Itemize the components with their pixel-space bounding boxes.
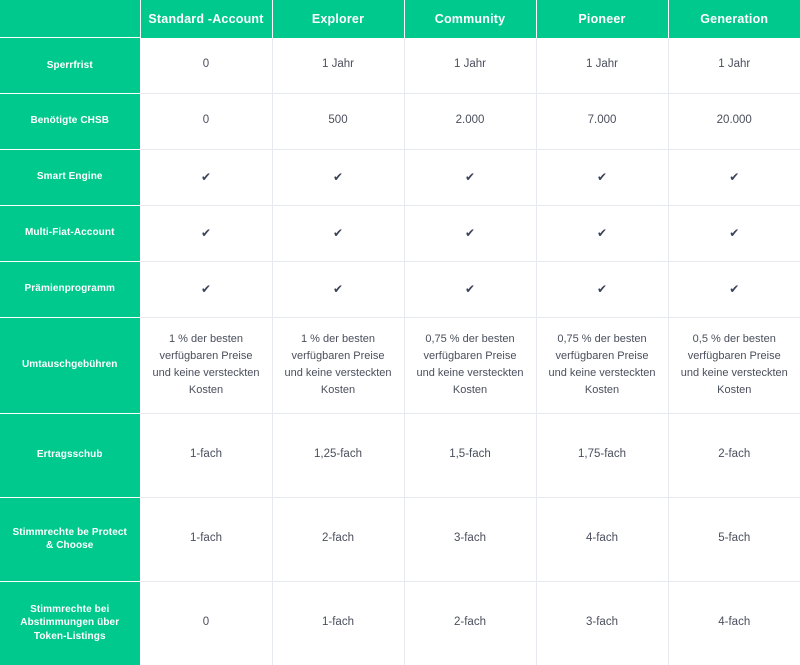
table-row [0,149,800,205]
row-header-stimmrechte-protect-choose: Stimmrechte be Protect & Choose [0,497,140,581]
cell-smart-engine-pioneer: ✔ [536,149,668,205]
cell-ertragsschub-pioneer: 1,75-fach [536,413,668,497]
cell-praemienprogramm-community: ✔ [404,261,536,317]
column-header-community: Community [404,0,536,38]
cell-ertragsschub-community: 1,5-fach [404,413,536,497]
cell-sperrfrist-standard-account: 0 [140,38,272,94]
cell-chsb-generation: 20.000 [668,93,800,149]
cell-chsb-community: 2.000 [404,93,536,149]
cell-stimmrechte-protect-community: 3-fach [404,497,536,581]
cell-multi-fiat-generation: ✔ [668,205,800,261]
cell-ertragsschub-generation: 2-fach [668,413,800,497]
header-corner-cell [0,0,140,38]
cell-stimmrechte-listings-generation: 4-fach [668,581,800,665]
cell-sperrfrist-explorer: 1 Jahr [272,38,404,94]
cell-multi-fiat-pioneer: ✔ [536,205,668,261]
header-row [0,0,800,38]
cell-smart-engine-generation: ✔ [668,149,800,205]
column-header-standard-account: Standard -Account [140,0,272,38]
cell-smart-engine-community: ✔ [404,149,536,205]
row-header-smart-engine: Smart Engine [0,149,140,205]
cell-stimmrechte-protect-pioneer: 4-fach [536,497,668,581]
table-row [0,317,800,413]
table-row [0,93,800,149]
column-header-explorer: Explorer [272,0,404,38]
cell-umtauschgebuehren-generation: 0,5 % der besten verfügbaren Preise und keine versteckten Kosten [668,317,800,413]
row-header-benoetigte-chsb: Benötigte CHSB [0,93,140,149]
cell-umtauschgebuehren-explorer: 1 % der besten verfügbaren Preise und keine versteckten Kosten [272,317,404,413]
cell-sperrfrist-community: 1 Jahr [404,38,536,94]
cell-umtauschgebuehren-pioneer: 0,75 % der besten verfügbaren Preise und keine versteckten Kosten [536,317,668,413]
row-header-stimmrechte-token-listings: Stimmrechte bei Abstimmungen über Token-Listings [0,581,140,665]
cell-multi-fiat-explorer: ✔ [272,205,404,261]
row-header-sperrfrist: Sperrfrist [0,38,140,94]
column-header-generation: Generation [668,0,800,38]
cell-stimmrechte-protect-standard-account: 1-fach [140,497,272,581]
cell-ertragsschub-explorer: 1,25-fach [272,413,404,497]
cell-chsb-explorer: 500 [272,93,404,149]
cell-smart-engine-explorer: ✔ [272,149,404,205]
table-header [0,0,800,38]
table-row [0,261,800,317]
cell-umtauschgebuehren-standard-account: 1 % der besten verfügbaren Preise und keine versteckten Kosten [140,317,272,413]
cell-praemienprogramm-pioneer: ✔ [536,261,668,317]
table-row [0,581,800,665]
row-header-praemienprogramm: Prämienprogramm [0,261,140,317]
table-row [0,413,800,497]
cell-stimmrechte-protect-generation: 5-fach [668,497,800,581]
cell-praemienprogramm-generation: ✔ [668,261,800,317]
row-header-multi-fiat-account: Multi-Fiat-Account [0,205,140,261]
cell-ertragsschub-standard-account: 1-fach [140,413,272,497]
cell-multi-fiat-standard-account: ✔ [140,205,272,261]
cell-sperrfrist-generation: 1 Jahr [668,38,800,94]
table-body [0,38,800,665]
cell-sperrfrist-pioneer: 1 Jahr [536,38,668,94]
cell-stimmrechte-listings-pioneer: 3-fach [536,581,668,665]
cell-multi-fiat-community: ✔ [404,205,536,261]
column-header-pioneer: Pioneer [536,0,668,38]
cell-stimmrechte-listings-explorer: 1-fach [272,581,404,665]
table-row [0,205,800,261]
cell-chsb-pioneer: 7.000 [536,93,668,149]
row-header-umtauschgebuehren: Umtauschgebühren [0,317,140,413]
cell-chsb-standard-account: 0 [140,93,272,149]
cell-umtauschgebuehren-community: 0,75 % der besten verfügbaren Preise und keine versteckten Kosten [404,317,536,413]
cell-praemienprogramm-explorer: ✔ [272,261,404,317]
table-row [0,497,800,581]
table-row [0,38,800,94]
cell-stimmrechte-listings-standard-account: 0 [140,581,272,665]
row-header-ertragsschub: Ertragsschub [0,413,140,497]
cell-stimmrechte-listings-community: 2-fach [404,581,536,665]
cell-smart-engine-standard-account: ✔ [140,149,272,205]
cell-stimmrechte-protect-explorer: 2-fach [272,497,404,581]
cell-praemienprogramm-standard-account: ✔ [140,261,272,317]
